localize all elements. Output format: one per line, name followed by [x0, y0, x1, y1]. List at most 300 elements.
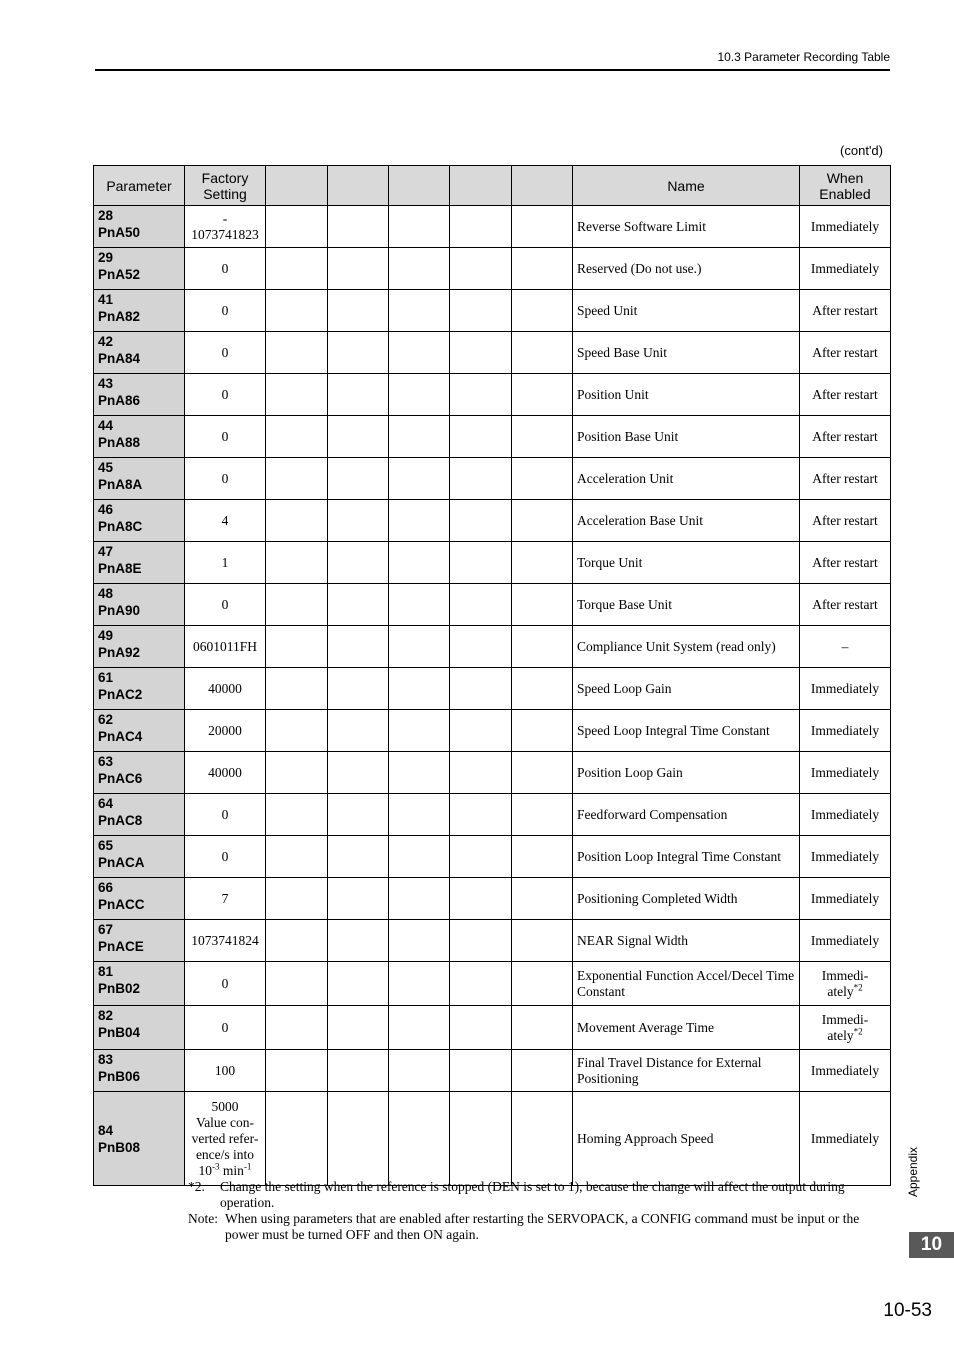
table-row	[94, 1006, 891, 1050]
record-cell	[389, 836, 450, 878]
param-name: Position Loop Integral Time Constant	[573, 836, 800, 878]
table-row	[94, 878, 891, 920]
record-cell	[389, 962, 450, 1006]
when-enabled	[800, 710, 891, 752]
record-cell	[328, 878, 389, 920]
record-cell	[450, 920, 512, 962]
record-cell	[328, 836, 389, 878]
record-cell	[512, 962, 573, 1006]
record-cell	[266, 668, 328, 710]
factory-setting: 1073741824	[185, 920, 266, 962]
param-cell	[94, 794, 185, 836]
note	[188, 1211, 888, 1243]
record-cell	[512, 542, 573, 584]
record-cell	[512, 458, 573, 500]
record-cell	[512, 374, 573, 416]
when-enabled: Immediately	[800, 1092, 891, 1186]
when-text: After restart	[812, 512, 878, 528]
param-code: PnA8C	[98, 519, 143, 534]
param-number: 28	[98, 208, 114, 223]
record-cell	[328, 1006, 389, 1050]
record-cell	[328, 542, 389, 584]
page-number: 10-53	[883, 1300, 932, 1321]
record-cell	[389, 458, 450, 500]
record-cell	[389, 920, 450, 962]
param-number: 45	[98, 460, 114, 475]
record-cell	[328, 416, 389, 458]
factory-setting: 0	[185, 416, 266, 458]
record-cell	[512, 290, 573, 332]
param-number: 48	[98, 586, 114, 601]
col-header-name: Name	[573, 166, 800, 206]
col-header-blank	[266, 166, 328, 206]
param-name: Speed Unit	[573, 290, 800, 332]
factory-setting: 0	[185, 962, 266, 1006]
when-text: Immediately	[810, 260, 880, 276]
param-name: Movement Average Time	[573, 1006, 800, 1050]
param-number: 63	[98, 754, 114, 769]
param-name: Feedforward Compensation	[573, 794, 800, 836]
when-text: After restart	[812, 554, 878, 570]
when-text: After restart	[812, 302, 878, 318]
record-cell	[450, 1006, 512, 1050]
record-cell	[450, 626, 512, 668]
when-text: Immediately	[810, 722, 880, 738]
table-row	[94, 500, 891, 542]
record-cell	[512, 626, 573, 668]
factory-setting	[185, 1092, 266, 1186]
record-cell	[450, 290, 512, 332]
when-enabled	[800, 626, 891, 668]
when-enabled	[800, 962, 891, 1006]
param-name: Compliance Unit System (read only)	[573, 626, 800, 668]
param-cell	[94, 710, 185, 752]
factory-setting: 0	[185, 1006, 266, 1050]
record-cell	[328, 752, 389, 794]
param-cell	[94, 458, 185, 500]
factory-setting: 0	[185, 836, 266, 878]
param-cell	[94, 1006, 185, 1050]
when-text: Immediately	[810, 680, 880, 696]
continued-label: (cont'd)	[840, 143, 883, 158]
record-cell	[266, 290, 328, 332]
record-cell	[266, 458, 328, 500]
col-header-blank	[450, 166, 512, 206]
param-code: PnACE	[98, 939, 144, 954]
param-name: Exponential Function Accel/Decel Time Constant	[573, 962, 800, 1006]
record-cell	[512, 1092, 573, 1186]
param-number: 46	[98, 502, 114, 517]
factory-setting: 0	[185, 794, 266, 836]
param-cell	[94, 1050, 185, 1092]
param-number: 47	[98, 544, 114, 559]
param-cell	[94, 374, 185, 416]
when-enabled	[800, 668, 891, 710]
param-code: PnACC	[98, 897, 145, 912]
record-cell	[512, 500, 573, 542]
param-number: 44	[98, 418, 114, 433]
when-text: –	[841, 638, 849, 654]
factory-line: verted refer-	[191, 1130, 259, 1146]
record-cell	[450, 710, 512, 752]
col-header-blank	[328, 166, 389, 206]
record-cell	[512, 206, 573, 248]
param-number: 65	[98, 838, 114, 853]
when-text: After restart	[812, 428, 878, 444]
record-cell	[450, 836, 512, 878]
param-number: 67	[98, 922, 114, 937]
when-enabled	[800, 542, 891, 584]
param-cell	[94, 500, 185, 542]
factory-setting: 0601011FH	[185, 626, 266, 668]
factory-setting: 40000	[185, 752, 266, 794]
record-cell	[512, 878, 573, 920]
table-row	[94, 836, 891, 878]
factory-line: 5000	[211, 1098, 239, 1114]
footnote-2	[188, 1179, 888, 1211]
table-header-row	[94, 166, 891, 206]
record-cell	[266, 332, 328, 374]
record-cell	[389, 206, 450, 248]
record-cell	[389, 584, 450, 626]
note-text: When using parameters that are enabled after restarting the SERVOPACK, a CONFIG command must be input or the power must be turned OFF and then ON again.	[225, 1211, 860, 1242]
table-row	[94, 290, 891, 332]
record-cell	[266, 206, 328, 248]
record-cell	[389, 626, 450, 668]
param-number: 42	[98, 334, 114, 349]
factory-setting: 7	[185, 878, 266, 920]
record-cell	[389, 374, 450, 416]
record-cell	[512, 710, 573, 752]
record-cell	[328, 332, 389, 374]
unit-min: min	[219, 1162, 244, 1178]
when-text: Immediately	[810, 218, 880, 234]
record-cell	[389, 290, 450, 332]
param-number: 82	[98, 1008, 114, 1023]
footnotes	[188, 1179, 888, 1243]
record-cell	[512, 584, 573, 626]
record-cell	[266, 1092, 328, 1186]
record-cell	[389, 416, 450, 458]
chapter-tab: 10	[909, 1232, 954, 1258]
table-body	[94, 206, 891, 1186]
record-cell	[450, 794, 512, 836]
param-name: Torque Base Unit	[573, 584, 800, 626]
record-cell	[450, 584, 512, 626]
footnote-2-text: Change the setting when the reference is stopped (DEN is set to 1), because the change will affect the output during operation.	[220, 1179, 845, 1210]
record-cell	[450, 248, 512, 290]
record-cell	[389, 710, 450, 752]
param-name: Torque Unit	[573, 542, 800, 584]
section-header: 10.3 Parameter Recording Table	[717, 50, 890, 64]
param-number: 83	[98, 1052, 114, 1067]
when-enabled	[800, 794, 891, 836]
factory-setting: - 1073741823	[185, 206, 266, 248]
table-row	[94, 1092, 891, 1186]
param-name: Position Loop Gain	[573, 752, 800, 794]
param-cell	[94, 1092, 185, 1186]
record-cell	[266, 794, 328, 836]
param-code: PnA92	[98, 645, 141, 660]
param-cell	[94, 542, 185, 584]
param-code: PnB02	[98, 981, 141, 996]
table-row	[94, 962, 891, 1006]
table-row	[94, 668, 891, 710]
when-footnote-ref: *2	[853, 982, 863, 992]
record-cell	[389, 1006, 450, 1050]
param-cell	[94, 332, 185, 374]
param-code: PnACA	[98, 855, 145, 870]
factory-setting: 0	[185, 374, 266, 416]
side-label-text: Appendix	[906, 1146, 920, 1198]
record-cell	[266, 374, 328, 416]
col-header-blank	[389, 166, 450, 206]
record-cell	[328, 626, 389, 668]
record-cell	[512, 332, 573, 374]
param-code: PnA86	[98, 393, 141, 408]
table-row	[94, 752, 891, 794]
param-cell	[94, 290, 185, 332]
record-cell	[450, 542, 512, 584]
unit-exponent: -1	[243, 1161, 252, 1171]
param-name: Speed Loop Integral Time Constant	[573, 710, 800, 752]
when-enabled	[800, 458, 891, 500]
record-cell	[389, 1050, 450, 1092]
record-cell	[512, 248, 573, 290]
factory-unit	[187, 1163, 263, 1179]
record-cell	[512, 416, 573, 458]
param-cell	[94, 206, 185, 248]
record-cell	[328, 248, 389, 290]
when-enabled	[800, 1050, 891, 1092]
when-text: After restart	[812, 596, 878, 612]
record-cell	[328, 584, 389, 626]
param-code: PnAC2	[98, 687, 143, 702]
record-cell	[450, 878, 512, 920]
factory-setting: 1	[185, 542, 266, 584]
record-cell	[266, 626, 328, 668]
record-cell	[328, 290, 389, 332]
when-enabled	[800, 836, 891, 878]
when-enabled	[800, 584, 891, 626]
table-row	[94, 374, 891, 416]
record-cell	[266, 1006, 328, 1050]
record-cell	[450, 962, 512, 1006]
param-number: 81	[98, 964, 114, 979]
record-cell	[266, 962, 328, 1006]
record-cell	[450, 668, 512, 710]
record-cell	[450, 206, 512, 248]
record-cell	[450, 416, 512, 458]
param-cell	[94, 962, 185, 1006]
param-number: 61	[98, 670, 114, 685]
when-text: Immediately	[810, 932, 880, 948]
param-number: 43	[98, 376, 114, 391]
record-cell	[266, 584, 328, 626]
record-cell	[328, 668, 389, 710]
param-cell	[94, 920, 185, 962]
record-cell	[328, 794, 389, 836]
when-text: Immedi- ately	[821, 1011, 869, 1043]
record-cell	[328, 1092, 389, 1186]
record-cell	[450, 500, 512, 542]
param-name: Position Unit	[573, 374, 800, 416]
param-name: Reserved (Do not use.)	[573, 248, 800, 290]
param-cell	[94, 752, 185, 794]
param-number: 49	[98, 628, 114, 643]
table-row	[94, 458, 891, 500]
factory-setting: 20000	[185, 710, 266, 752]
param-code: PnAC6	[98, 771, 143, 786]
when-enabled	[800, 206, 891, 248]
param-code: PnB08	[98, 1140, 141, 1155]
when-enabled	[800, 332, 891, 374]
factory-line: Value con-	[195, 1114, 255, 1130]
col-header-blank	[512, 166, 573, 206]
param-number: 41	[98, 292, 114, 307]
when-enabled	[800, 416, 891, 458]
record-cell	[512, 920, 573, 962]
factory-setting: 0	[185, 584, 266, 626]
param-name: Reverse Software Limit	[573, 206, 800, 248]
factory-setting: 0	[185, 458, 266, 500]
param-code: PnAC4	[98, 729, 143, 744]
table-row	[94, 416, 891, 458]
param-number: 64	[98, 796, 114, 811]
param-name: Speed Loop Gain	[573, 668, 800, 710]
param-name: Acceleration Unit	[573, 458, 800, 500]
param-code: PnA88	[98, 435, 141, 450]
when-enabled	[800, 920, 891, 962]
record-cell	[450, 1092, 512, 1186]
factory-setting: 40000	[185, 668, 266, 710]
param-cell	[94, 668, 185, 710]
when-text: After restart	[812, 386, 878, 402]
col-header-factory: Factory Setting	[185, 166, 266, 206]
record-cell	[389, 878, 450, 920]
param-code: PnA90	[98, 603, 141, 618]
param-code: PnB04	[98, 1025, 141, 1040]
param-cell	[94, 416, 185, 458]
when-text: Immediately	[810, 1062, 880, 1078]
record-cell	[328, 962, 389, 1006]
param-name: Homing Approach Speed	[573, 1092, 800, 1186]
param-cell	[94, 836, 185, 878]
when-footnote-ref: *2	[853, 1026, 863, 1036]
record-cell	[450, 458, 512, 500]
table-row	[94, 710, 891, 752]
table-row	[94, 1050, 891, 1092]
table-row	[94, 248, 891, 290]
record-cell	[266, 248, 328, 290]
unit-base: 10	[198, 1162, 213, 1178]
header-rule	[95, 69, 890, 71]
record-cell	[512, 836, 573, 878]
table-row	[94, 332, 891, 374]
when-text: Immediately	[810, 848, 880, 864]
record-cell	[266, 500, 328, 542]
param-name: Positioning Completed Width	[573, 878, 800, 920]
col-header-parameter: Parameter	[94, 166, 185, 206]
param-number: 84	[98, 1123, 114, 1138]
when-text: After restart	[812, 470, 878, 486]
record-cell	[266, 710, 328, 752]
record-cell	[512, 752, 573, 794]
when-text: After restart	[812, 344, 878, 360]
record-cell	[512, 1006, 573, 1050]
record-cell	[389, 248, 450, 290]
record-cell	[512, 1050, 573, 1092]
record-cell	[389, 752, 450, 794]
factory-setting: 0	[185, 332, 266, 374]
factory-setting: 0	[185, 290, 266, 332]
table-row	[94, 794, 891, 836]
table-row	[94, 920, 891, 962]
param-number: 62	[98, 712, 114, 727]
record-cell	[389, 668, 450, 710]
when-text: Immedi- ately	[821, 967, 869, 999]
param-code: PnB06	[98, 1069, 141, 1084]
when-enabled	[800, 752, 891, 794]
param-code: PnA52	[98, 267, 141, 282]
record-cell	[328, 206, 389, 248]
record-cell	[389, 500, 450, 542]
unit-exponent: -3	[212, 1161, 220, 1171]
record-cell	[266, 416, 328, 458]
record-cell	[266, 752, 328, 794]
record-cell	[450, 1050, 512, 1092]
record-cell	[450, 752, 512, 794]
param-number: 29	[98, 250, 114, 265]
record-cell	[389, 542, 450, 584]
parameter-table	[93, 165, 891, 1186]
record-cell	[328, 458, 389, 500]
table-row	[94, 206, 891, 248]
param-code: PnA50	[98, 225, 141, 240]
record-cell	[266, 836, 328, 878]
record-cell	[266, 878, 328, 920]
when-text: Immediately	[810, 890, 880, 906]
record-cell	[266, 1050, 328, 1092]
param-code: PnA8A	[98, 477, 143, 492]
table-row	[94, 584, 891, 626]
record-cell	[389, 1092, 450, 1186]
footnote-2-mark: *2.	[188, 1179, 205, 1194]
when-enabled	[800, 248, 891, 290]
record-cell	[389, 794, 450, 836]
record-cell	[450, 374, 512, 416]
param-cell	[94, 248, 185, 290]
record-cell	[266, 920, 328, 962]
param-code: PnA84	[98, 351, 141, 366]
param-number: 66	[98, 880, 114, 895]
record-cell	[266, 542, 328, 584]
param-name: NEAR Signal Width	[573, 920, 800, 962]
when-enabled	[800, 500, 891, 542]
when-enabled	[800, 290, 891, 332]
record-cell	[328, 710, 389, 752]
param-cell	[94, 626, 185, 668]
when-text: Immediately	[810, 764, 880, 780]
table-row	[94, 542, 891, 584]
factory-line: ence/s into	[195, 1146, 255, 1162]
record-cell	[512, 794, 573, 836]
param-code: PnA82	[98, 309, 141, 324]
side-label	[903, 1145, 923, 1205]
param-name: Final Travel Distance for External Positioning	[573, 1050, 800, 1092]
record-cell	[450, 332, 512, 374]
param-name: Acceleration Base Unit	[573, 500, 800, 542]
